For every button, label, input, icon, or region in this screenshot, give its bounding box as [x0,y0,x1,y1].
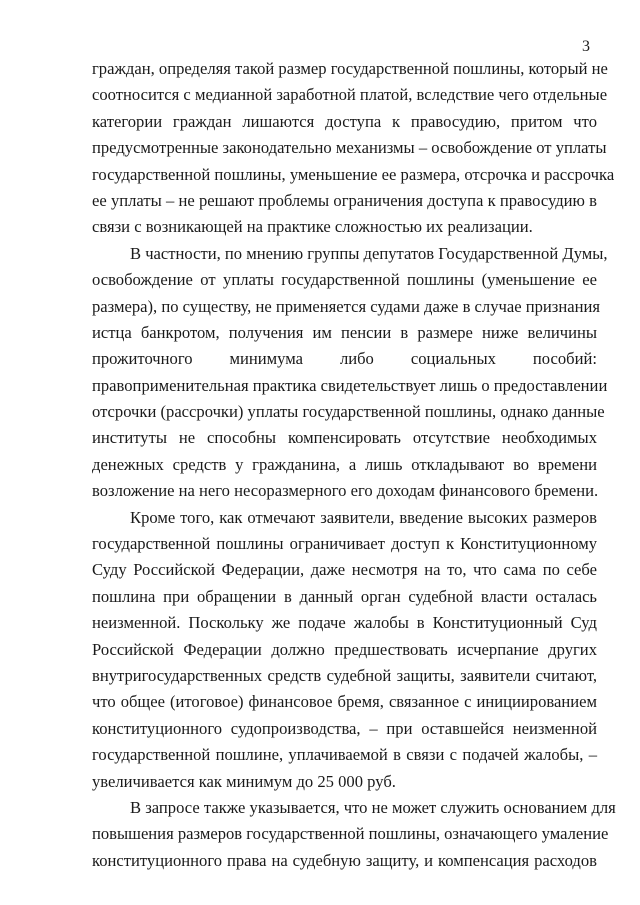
text-line: конституционного судопроизводства, – при оставшейся неизменной [92,718,597,738]
text-line: внутригосударственных средств судебной защиты, заявители считают, [92,665,597,685]
text-line: Суду Российской Федерации, даже несмотря на то, что сама по себе [92,560,597,580]
body-text [92,56,616,874]
text-line: что общее (итоговое) финансовое бремя, связанное с инициированием [92,692,597,712]
text-line: денежных средств у гражданина, а лишь откладывают во времени [92,454,597,474]
paragraph-3 [92,505,597,795]
text-line: В запросе также указывается, что не может служить основанием для [130,797,616,817]
text-line: соотносится с медианной заработной платой, вследствие чего отдельные [92,85,608,105]
text-line: размера), по существу, не применяется судами даже в случае признания [92,296,600,316]
text-line: институты не способны компенсировать отсутствие необходимых [92,428,597,448]
text-line: предусмотренные законодательно механизмы – освобождение от уплаты [92,138,607,158]
text-line: повышения размеров государственной пошлины, означающего умаление [92,824,609,844]
paragraph-2 [92,241,608,505]
text-line: государственной пошлине, уплачиваемой в связи с подачей жалобы, – [92,745,597,765]
text-line: правоприменительная практика свидетельствует лишь о предоставлении [92,375,608,395]
text-line: связи с возникающей на практике сложностью их реализации. [92,217,533,237]
text-line: В частности, по мнению группы депутатов Государственной Думы, [130,243,608,263]
paragraph-4 [92,795,616,874]
text-line: неизменной. Поскольку же подаче жалобы в Конституционный Суд [92,613,597,633]
text-line: пошлина при обращении в данный орган судебной власти осталась [92,586,597,606]
text-line: Кроме того, как отмечают заявители, введение высоких размеров [130,507,597,527]
page-number: 3 [582,38,590,55]
text-line: конституционного права на судебную защиту, и компенсация расходов [92,850,597,870]
text-line: прожиточного минимума либо социальных пособий: [92,349,597,369]
text-line: государственной пошлины ограничивает доступ к Конституционному [92,534,597,554]
text-line: истца банкротом, получения им пенсии в размере ниже величины [92,322,597,342]
paragraph-1 [92,56,615,241]
text-line: категории граждан лишаются доступа к правосудию, притом что [92,111,597,131]
text-line: отсрочки (рассрочки) уплаты государственной пошлины, однако данные [92,402,605,422]
text-line: возложение на него несоразмерного его доходам финансового бремени. [92,481,599,501]
text-line: граждан, определяя такой размер государственной пошлины, который не [92,59,608,78]
text-line: ее уплаты – не решают проблемы ограничения доступа к правосудию в [92,190,597,210]
text-line: Российской Федерации должно предшествовать исчерпание других [92,639,597,659]
text-line: увеличивается как минимум до 25 000 руб. [92,771,396,791]
text-line: государственной пошлины, уменьшение ее размера, отсрочка и рассрочка [92,164,615,184]
text-line: освобождение от уплаты государственной пошлины (уменьшение ее [92,270,597,290]
